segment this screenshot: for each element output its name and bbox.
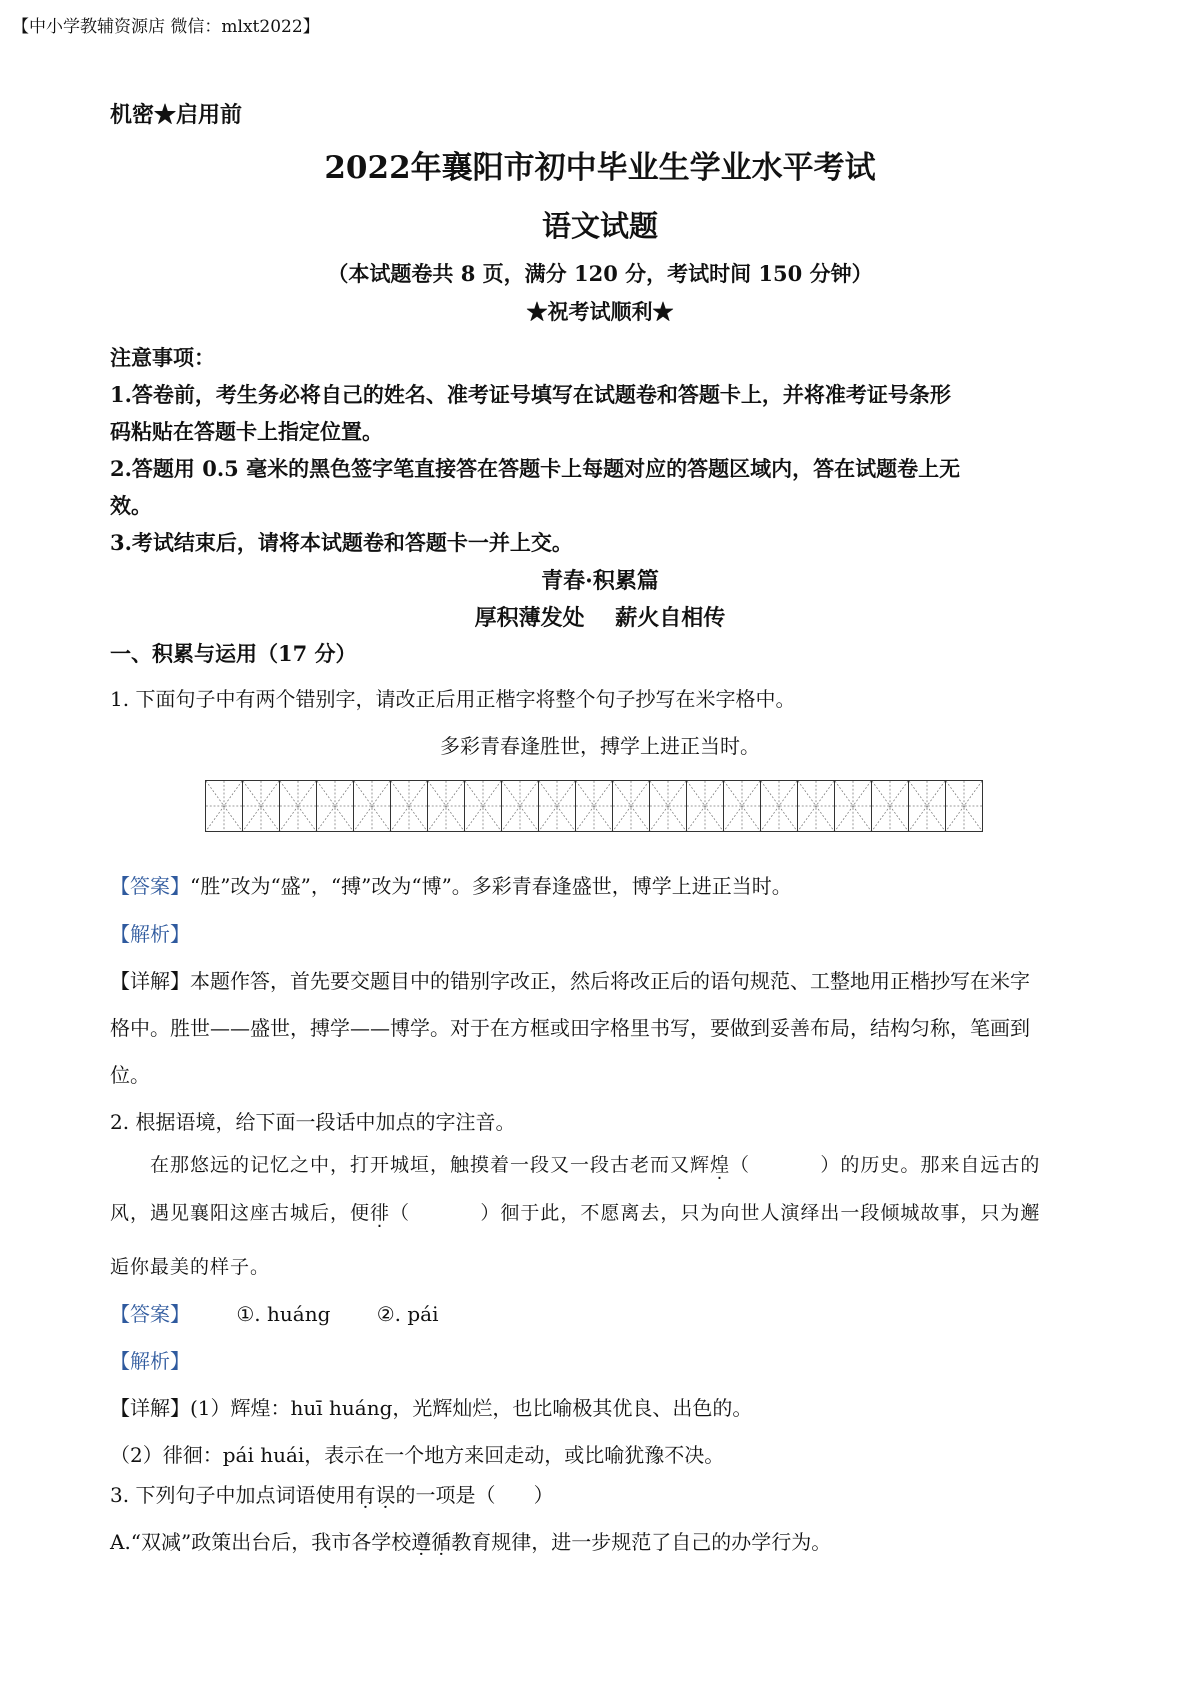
mi-zi-cell bbox=[501, 780, 539, 832]
mi-zi-cell bbox=[538, 780, 576, 832]
q3-dotted-char-1: 有 bbox=[355, 1483, 376, 1507]
exam-title: 2022年襄阳市初中毕业生学业水平考试 bbox=[324, 150, 876, 186]
q2-analysis-tag: 【解析】 bbox=[110, 1349, 190, 1373]
mi-zi-cell bbox=[427, 780, 465, 832]
q1-stem: 1. 下面句子中有两个错别字，请改正后用正楷字将整个句子抄写在米字格中。 bbox=[110, 687, 796, 711]
q2-answer bbox=[110, 1298, 439, 1327]
q3-a-dotted-char-1: 遵 bbox=[411, 1530, 432, 1554]
mi-zi-cell bbox=[205, 780, 243, 832]
notice-item-1-line-2: 码粘贴在答题卡上指定位置。 bbox=[110, 419, 383, 444]
mi-zi-cell bbox=[279, 780, 317, 832]
q2-detail-1: 【详解】(1）辉煌：huī huáng，光辉灿烂，也比喻极其优良、出色的。 bbox=[110, 1396, 753, 1420]
mi-zi-cell bbox=[686, 780, 724, 832]
mi-zi-cell bbox=[945, 780, 983, 832]
mi-zi-cell bbox=[464, 780, 502, 832]
part-1-heading: 一、积累与运用（17 分） bbox=[110, 641, 357, 666]
q3-stem: 3. 下列句子中加点词语使用有误的一项是（ ） bbox=[110, 1483, 554, 1507]
notice-item-2-line-1: 2.答题用 0.5 毫米的黑色签字笔直接答在答题卡上每题对应的答题区域内，答在试题卷上无 bbox=[110, 456, 961, 481]
q2-answer-1: ①. huáng bbox=[236, 1302, 331, 1326]
q1-answer-text: “胜”改为“盛”，“搏”改为“博”。多彩青春逢盛世，博学上进正当时。 bbox=[190, 874, 792, 898]
q2-passage-line-3: 逅你最美的样子。 bbox=[110, 1256, 271, 1278]
mi-zi-cell bbox=[242, 780, 280, 832]
notice-item-1-line-1: 1.答卷前，考生务必将自己的姓名、准考证号填写在试题卷和答题卡上，并将准考证号条形 bbox=[110, 382, 951, 407]
notice-item-3: 3.考试结束后，请将本试题卷和答题卡一并上交。 bbox=[110, 530, 573, 555]
q2-stem: 2. 根据语境，给下面一段话中加点的字注音。 bbox=[110, 1110, 516, 1134]
q3-dotted-char-2: 误 bbox=[375, 1483, 396, 1507]
mi-zi-cell bbox=[612, 780, 650, 832]
mi-zi-grid bbox=[206, 780, 983, 832]
q2-answer-tag: 【答案】 bbox=[110, 1302, 190, 1326]
q2-passage-line-1: 在那悠远的记忆之中，打开城垣，触摸着一段又一段古老而又辉煌（ ）的历史。那来自远古的 bbox=[150, 1154, 1041, 1176]
exam-info: （本试题卷共 8 页，满分 120 分，考试时间 150 分钟） bbox=[327, 261, 873, 286]
q2-dotted-char-1: 煌 bbox=[710, 1154, 731, 1176]
notice-heading: 注意事项： bbox=[110, 345, 215, 370]
mi-zi-cell bbox=[760, 780, 798, 832]
q1-detail-line-2: 格中。胜世——盛世，搏学——博学。对于在方框或田字格里书写，要做到妥善布局，结构匀称，笔画到 bbox=[110, 1016, 1030, 1040]
q1-detail-line-3: 位。 bbox=[110, 1063, 150, 1087]
q3-option-a: A.“双减”政策出台后，我市各学校遵循教育规律，进一步规范了自己的办学行为。 bbox=[110, 1530, 832, 1554]
q1-answer bbox=[110, 870, 792, 899]
mi-zi-cell bbox=[390, 780, 428, 832]
section-title-1: 青春·积累篇 bbox=[541, 568, 659, 594]
q1-detail-line-1: 【详解】本题作答，首先要交题目中的错别字改正，然后将改正后的语句规范、工整地用正楷抄写在米字 bbox=[110, 969, 1030, 993]
q2-passage-line-2: 风，遇见襄阳这座古城后，便徘（ ）徊于此，不愿离去，只为向世人演绎出一段倾城故事，只为邂 bbox=[110, 1202, 1041, 1224]
q1-sentence: 多彩青春逢胜世，搏学上进正当时。 bbox=[440, 734, 760, 758]
q1-analysis-tag: 【解析】 bbox=[110, 922, 190, 946]
mi-zi-cell bbox=[723, 780, 761, 832]
confidential-label: 机密★启用前 bbox=[110, 102, 243, 128]
mi-zi-cell bbox=[353, 780, 391, 832]
exam-subtitle: 语文试题 bbox=[541, 209, 658, 243]
section-title-2: 厚积薄发处 薪火自相传 bbox=[474, 605, 726, 631]
q2-dotted-char-2: 徘 bbox=[370, 1202, 391, 1224]
q2-answer-2: ②. pái bbox=[376, 1302, 439, 1326]
mi-zi-cell bbox=[871, 780, 909, 832]
mi-zi-cell bbox=[575, 780, 613, 832]
mi-zi-cell bbox=[649, 780, 687, 832]
q1-answer-tag: 【答案】 bbox=[110, 874, 190, 898]
notice-item-2-line-2: 效。 bbox=[110, 493, 152, 518]
mi-zi-cell bbox=[908, 780, 946, 832]
q3-a-dotted-char-2: 循 bbox=[431, 1530, 452, 1554]
mi-zi-cell bbox=[797, 780, 835, 832]
exam-wish: ★祝考试顺利★ bbox=[526, 299, 674, 324]
q2-detail-2: （2）徘徊：pái huái，表示在一个地方来回走动，或比喻犹豫不决。 bbox=[110, 1443, 725, 1467]
mi-zi-cell bbox=[834, 780, 872, 832]
mi-zi-cell bbox=[316, 780, 354, 832]
header-text: 【中小学教辅资源店 微信：mlxt2022】 bbox=[12, 17, 320, 37]
